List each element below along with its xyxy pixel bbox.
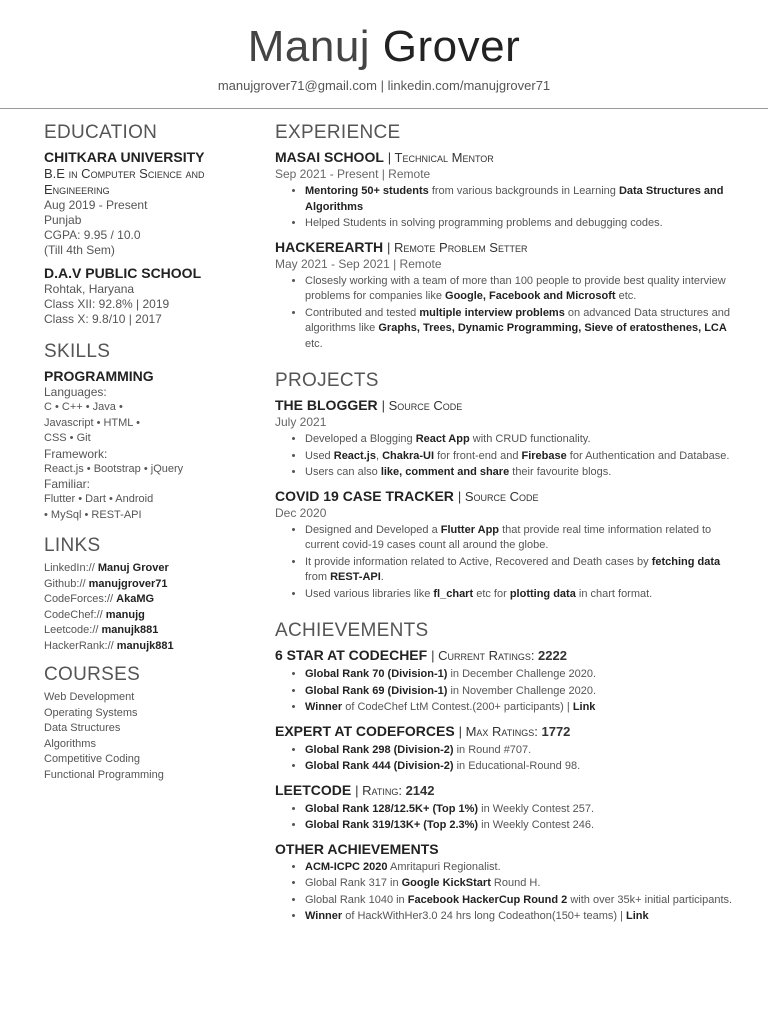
skills-line: CSS • Git — [44, 432, 91, 444]
education-detail: Aug 2019 - Present — [44, 198, 148, 212]
section-title-achievements: ACHIEVEMENTS — [275, 620, 429, 641]
achievement-heading: LEETCODE | Rating: 2142 — [275, 781, 435, 798]
candidate-name — [0, 22, 768, 72]
achievement-bullets — [275, 802, 735, 834]
section-title-courses: COURSES — [44, 664, 141, 685]
job-role: | Remote Problem Setter — [387, 239, 528, 255]
achievement-entry-leetcode — [275, 781, 735, 834]
bullet: • Used React.js, Chakra-UI for front-end and Firebase for Authentication and Database. — [305, 449, 735, 465]
achievement-bullets — [275, 743, 735, 775]
education-detail: CGPA: 9.95 / 10.0 — [44, 228, 141, 242]
job-heading — [275, 238, 735, 257]
skills-subtitle: PROGRAMMING — [44, 368, 154, 384]
bullet: • Global Rank 1040 in Facebook HackerCup Round 2 with over 35k+ initial participants. — [305, 893, 735, 909]
section-title-education: EDUCATION — [44, 122, 158, 143]
degree: B.E in Computer Science and Engineering — [44, 166, 205, 197]
education-detail: Punjab — [44, 213, 82, 227]
bullet: • Winner of HackWithHer3.0 24 hrs long Codeathon(150+ teams) | Link — [305, 909, 735, 925]
link-leetcode[interactable]: Leetcode:// manujk881 — [44, 624, 159, 636]
link-github[interactable]: Github:// manujgrover71 — [44, 577, 168, 590]
section-title-projects: PROJECTS — [275, 370, 379, 391]
project-date: July 2021 — [275, 415, 327, 429]
bullet: • Winner of CodeChef LtM Contest.(200+ participants) | Link — [305, 700, 735, 716]
project-date: Dec 2020 — [275, 505, 327, 520]
bullet: • Helped Students in solving programming problems and debugging codes. — [305, 216, 735, 232]
left-column — [44, 122, 254, 783]
course-item: Functional Programming — [44, 768, 164, 781]
achievement-entry-other — [275, 840, 735, 925]
section-title-skills: SKILLS — [44, 341, 111, 362]
project-entry — [275, 487, 735, 603]
project-heading: THE BLOGGER | Source Code — [275, 397, 463, 413]
experience-section — [275, 122, 735, 352]
skills-line: Languages: — [44, 385, 107, 399]
course-item: Data Structures — [44, 722, 121, 734]
skills-section — [44, 341, 254, 523]
education-section — [44, 122, 254, 327]
bullet: • Global Rank 444 (Division-2) in Educational-Round 98. — [305, 759, 735, 775]
links-section — [44, 535, 254, 654]
achievement-entry-codechef — [275, 646, 735, 716]
education-detail: Class XII: 92.8% | 2019 — [44, 297, 170, 311]
education-detail: Rohtak, Haryana — [44, 282, 135, 296]
bullet: • Global Rank 70 (Division-1) in December Challenge 2020. — [305, 667, 735, 683]
achievement-heading: EXPERT AT CODEFORCES | Max Ratings: 1772 — [275, 722, 571, 739]
job-entry — [275, 238, 735, 353]
skills-line: Familiar: — [44, 477, 91, 491]
courses-section — [44, 664, 254, 783]
first-name: Manuj — [247, 22, 371, 71]
education-detail: (Till 4th Sem) — [44, 243, 115, 257]
job-role: | Technical Mentor — [387, 150, 494, 165]
school-name: D.A.V PUBLIC SCHOOL — [44, 265, 202, 281]
project-bullets — [275, 523, 735, 603]
projects-section — [275, 370, 735, 602]
section-title-links: LINKS — [44, 535, 101, 556]
skills-line: C • C++ • Java • — [44, 401, 123, 413]
course-item: Web Development — [44, 691, 135, 703]
job-bullets — [275, 184, 735, 232]
school-name: CHITKARA UNIVERSITY — [44, 149, 205, 165]
link-codechef[interactable]: CodeChef:// manujg — [44, 608, 145, 621]
job-date: May 2021 - Sep 2021 | Remote — [275, 256, 442, 271]
email-link[interactable]: manujgrover71@gmail.com — [217, 78, 377, 93]
job-date: Sep 2021 - Present | Remote — [275, 167, 431, 181]
contact-line — [0, 78, 768, 93]
linkedin-link[interactable]: linkedin.com/manujgrover71 — [387, 78, 551, 93]
skills-line: Framework: — [44, 446, 108, 461]
achievement-heading: OTHER ACHIEVEMENTS — [275, 840, 439, 857]
achievement-bullets — [275, 667, 735, 716]
course-item: Algorithms — [44, 737, 96, 750]
bullet: • Used various libraries like fl_chart etc for plotting data in chart format. — [305, 587, 735, 603]
education-detail: Class X: 9.8/10 | 2017 — [44, 312, 162, 326]
bullet: • ACM-ICPC 2020 Amritapuri Regionalist. — [305, 860, 735, 876]
bullet: • Developed a Blogging React App with CRUD functionality. — [305, 432, 735, 448]
project-name: COVID 19 CASE TRACKER — [275, 487, 454, 504]
source-code-link[interactable]: Source Code — [388, 398, 463, 413]
codechef-contest-link[interactable]: Link — [572, 701, 596, 713]
skills-line: Javascript • HTML • — [44, 416, 140, 429]
achievement-entry-codeforces — [275, 722, 735, 775]
skills-line: Flutter • Dart • Android — [44, 493, 154, 505]
bullet: • Global Rank 298 (Division-2) in Round #707. — [305, 743, 735, 759]
skills-line: React.js • Bootstrap • jQuery — [44, 462, 184, 475]
bullet: • Global Rank 128/12.5K+ (Top 1%) in Weekly Contest 257. — [305, 802, 735, 818]
achievement-heading: 6 STAR AT CODECHEF | Current Ratings: 2222 — [275, 647, 567, 663]
course-item: Operating Systems — [44, 706, 138, 719]
job-bullets — [275, 274, 735, 353]
link-linkedin[interactable]: LinkedIn:// Manuj Grover — [44, 562, 169, 574]
project-heading: COVID 19 CASE TRACKER | Source Code — [275, 487, 539, 504]
link-codeforces[interactable]: CodeForces:// AkaMG — [44, 593, 155, 605]
bullet: • It provide information related to Active, Recovered and Death cases by fetching data from REST-API. — [305, 555, 735, 586]
resume-header — [0, 0, 768, 93]
right-column — [275, 122, 735, 926]
bullet: • Users can also like, comment and share their favourite blogs. — [305, 465, 735, 481]
link-hackerrank[interactable]: HackerRank:// manujk881 — [44, 639, 174, 652]
course-item: Competitive Coding — [44, 753, 140, 765]
header-divider — [0, 108, 768, 109]
bullet: • Global Rank 317 in Google KickStart Round H. — [305, 876, 735, 892]
achievement-bullets — [275, 860, 735, 925]
bullet: • Closesly working with a team of more than 100 people to provide best quality interview problems for companies like Google, Facebook and Microsoft etc. — [305, 274, 735, 305]
project-bullets — [275, 432, 735, 481]
bullet: • Mentoring 50+ students from various backgrounds in Learning Data Structures and Algorithms — [305, 184, 735, 215]
achievements-section — [275, 620, 735, 925]
contact-separator: | — [376, 78, 388, 93]
bullet: • Global Rank 69 (Division-1) in November Challenge 2020. — [305, 684, 735, 700]
last-name: Grover — [382, 22, 521, 71]
bullet: • Designed and Developed a Flutter App that provide real time information related to current covid-19 cases count all around the globe. — [305, 523, 735, 554]
section-title-experience: EXPERIENCE — [275, 122, 401, 143]
bullet: • Contributed and tested multiple interview problems on advanced Data structures and algorithms like Graphs, Trees, Dynamic Programming, Sieve of eratosthenes, LCA etc. — [305, 306, 735, 353]
bullet: • Global Rank 319/13K+ (Top 2.3%) in Weekly Contest 246. — [305, 818, 735, 834]
project-name: THE BLOGGER — [275, 397, 378, 413]
source-code-link[interactable]: Source Code — [464, 488, 539, 504]
project-entry — [275, 396, 735, 481]
hackwithher-link[interactable]: Link — [626, 910, 649, 922]
skills-line: • MySql • REST-API — [44, 508, 142, 521]
job-org: MASAI SCHOOL — [275, 149, 384, 165]
job-org: HACKEREARTH — [275, 238, 384, 255]
job-entry — [275, 148, 735, 232]
job-heading — [275, 148, 735, 167]
